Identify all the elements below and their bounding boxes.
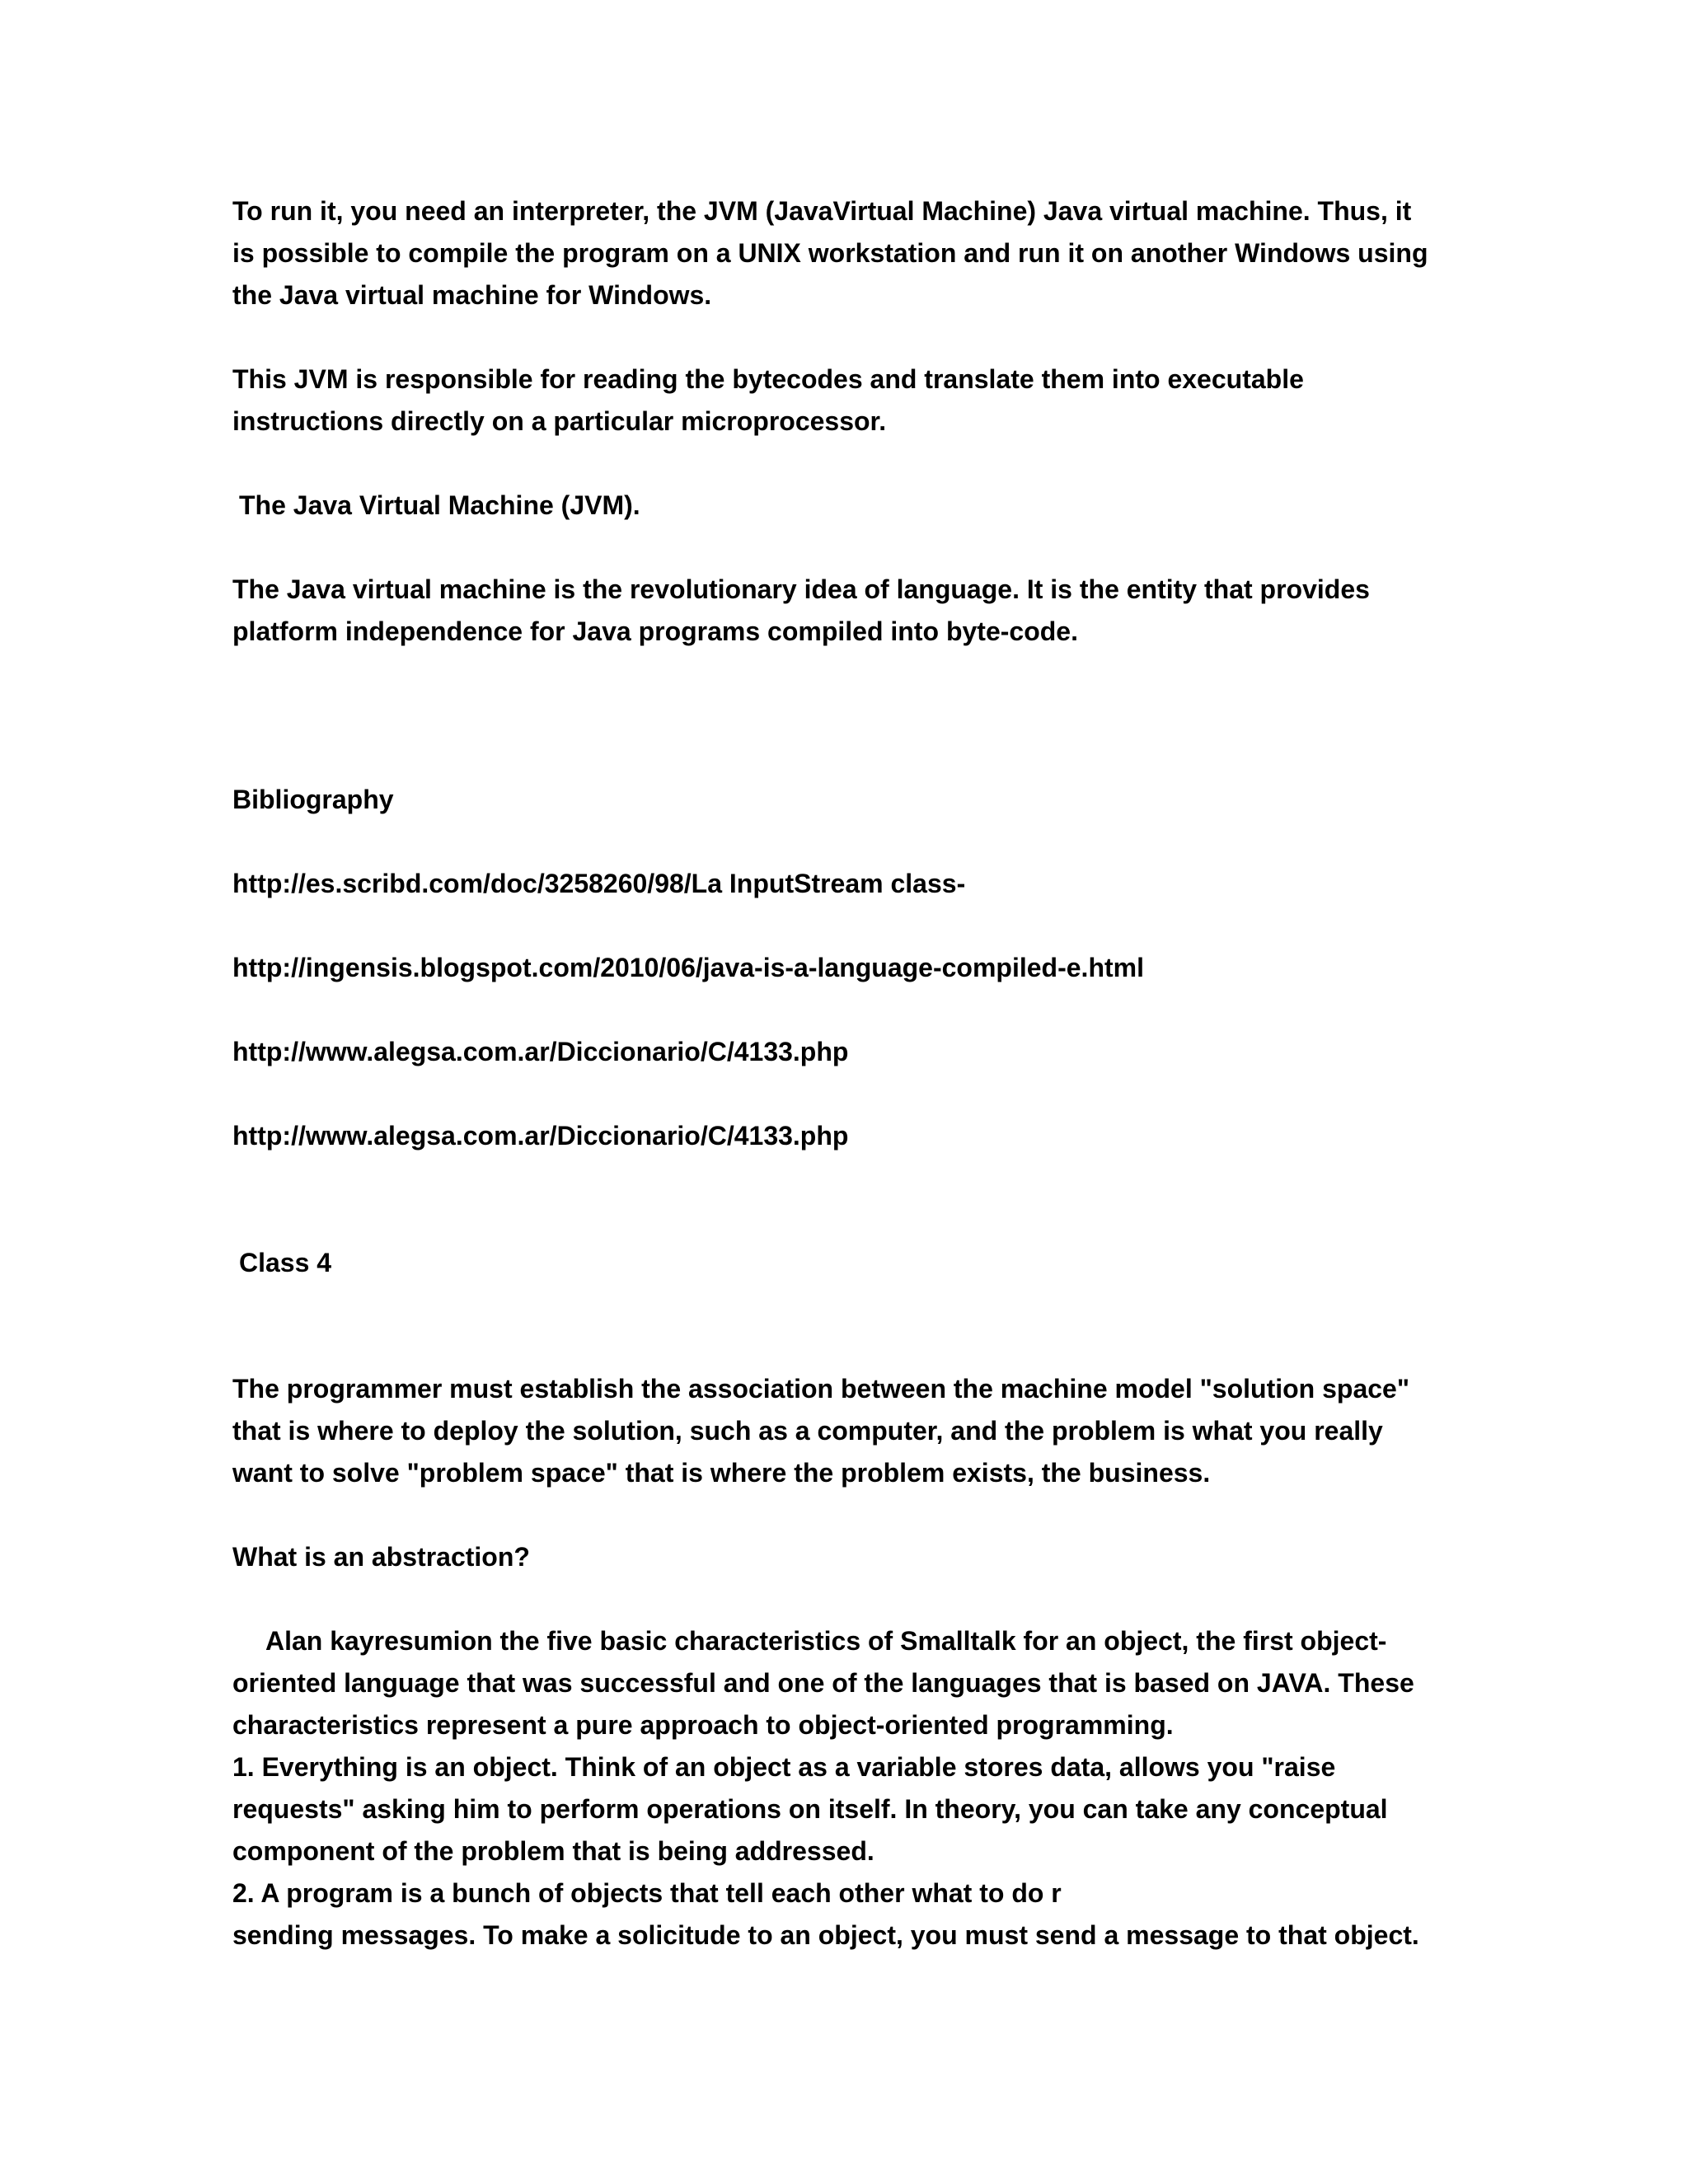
paragraph-line: want to solve "problem space" that is where the problem exists, the business. [232, 1458, 1211, 1488]
paragraph-line: platform independence for Java programs compiled into byte-code. [232, 616, 1078, 646]
paragraph-line: that is where to deploy the solution, such as a computer, and the problem is what you really [232, 1416, 1383, 1446]
section-heading: The Java Virtual Machine (JVM). [239, 490, 640, 520]
bibliography-entry: http://ingensis.blogspot.com/2010/06/java-is-a-language-compiled-e.html [232, 953, 1144, 982]
paragraph-line: The programmer must establish the association between the machine model "solution space" [232, 1374, 1410, 1404]
list-item-line: 2. A program is a bunch of objects that tell each other what to do r [232, 1878, 1062, 1908]
paragraph-line: The Java virtual machine is the revolutionary idea of language. It is the entity that provides [232, 574, 1370, 604]
bibliography-entry: http://www.alegsa.com.ar/Diccionario/C/4133.php [232, 1121, 849, 1151]
class-heading: Class 4 [239, 1248, 332, 1277]
paragraph-line: characteristics represent a pure approach to object-oriented programming. [232, 1710, 1174, 1740]
bibliography-entry: http://es.scribd.com/doc/3258260/98/La InputStream class- [232, 869, 966, 898]
paragraph-line: the Java virtual machine for Windows. [232, 280, 712, 310]
list-item-line: requests" asking him to perform operations on itself. In theory, you can take any conceptual [232, 1794, 1388, 1824]
list-item-line: sending messages. To make a solicitude to an object, you must send a message to that object. [232, 1920, 1419, 1950]
bibliography-heading: Bibliography [232, 785, 394, 814]
paragraph-line: To run it, you need an interpreter, the JVM (JavaVirtual Machine) Java virtual machine. Thus, it [232, 196, 1412, 226]
bibliography-entry: http://www.alegsa.com.ar/Diccionario/C/4133.php [232, 1037, 849, 1066]
question-heading: What is an abstraction? [232, 1542, 530, 1572]
paragraph-line: instructions directly on a particular microprocessor. [232, 406, 887, 436]
paragraph-line: oriented language that was successful and one of the languages that is based on JAVA. These [232, 1668, 1414, 1698]
paragraph-line: Alan kayresumion the five basic characteristics of Smalltalk for an object, the first object- [265, 1626, 1387, 1656]
paragraph-line: is possible to compile the program on a UNIX workstation and run it on another Windows using [232, 238, 1428, 268]
list-item-line: 1. Everything is an object. Think of an object as a variable stores data, allows you "raise [232, 1752, 1336, 1782]
list-item-line: component of the problem that is being addressed. [232, 1836, 874, 1866]
paragraph-line: This JVM is responsible for reading the bytecodes and translate them into executable [232, 364, 1304, 394]
